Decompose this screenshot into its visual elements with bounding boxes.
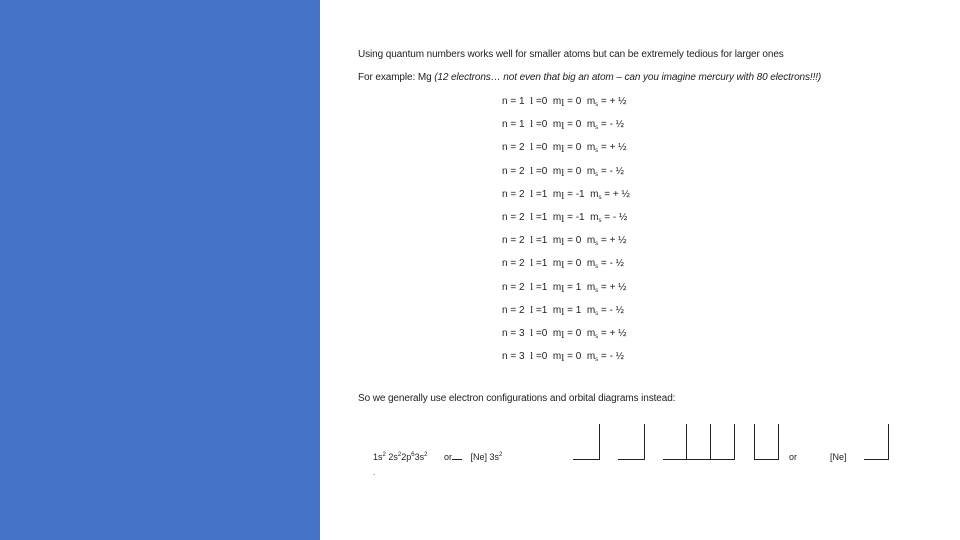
n-label: n =	[502, 235, 519, 247]
n-label: n =	[502, 328, 519, 339]
eq: =	[533, 188, 542, 200]
ms-sub: s	[595, 357, 599, 364]
ml-sub: l	[561, 259, 565, 272]
ml-value: 0	[575, 235, 582, 247]
eq: =	[598, 165, 610, 177]
ms-label: m	[581, 328, 596, 339]
eq: =	[533, 96, 542, 107]
ml-sub: l	[561, 282, 565, 295]
eq: =	[564, 328, 576, 339]
l-label: l	[530, 211, 534, 223]
n-value: 1	[518, 119, 525, 131]
ms-sub: s	[595, 287, 599, 294]
ml-label: m	[547, 212, 562, 223]
quantum-row	[502, 95, 627, 109]
example-text	[358, 72, 821, 83]
ml-label: m	[547, 304, 562, 316]
l-label: l	[530, 234, 534, 247]
eq: =	[598, 235, 610, 247]
eq: =	[598, 351, 610, 363]
eq: =	[533, 328, 542, 339]
ml-value: -1	[575, 212, 585, 223]
eq: =	[533, 281, 542, 293]
n-value: 1	[518, 96, 525, 107]
n-value: 2	[518, 212, 525, 223]
l-value: 0	[541, 165, 548, 177]
intro-text: Using quantum numbers works well for smaller atoms but can be extremely tedious for larger ones	[358, 49, 784, 60]
ml-sub: l	[561, 120, 565, 133]
eq: =	[564, 235, 576, 247]
eq: =	[533, 119, 542, 131]
ms-value: - ½	[609, 258, 625, 270]
n-label: n =	[502, 351, 519, 363]
ms-label: m	[581, 281, 596, 293]
ml-label: m	[547, 96, 562, 107]
n-value: 2	[518, 188, 525, 200]
ml-label: m	[547, 281, 562, 293]
l-label: l	[530, 164, 534, 177]
ml-sub: l	[561, 213, 565, 225]
ml-value: 0	[575, 328, 582, 339]
l-value: 0	[541, 96, 548, 107]
ms-value: + ½	[609, 281, 627, 293]
config-2p-sup: 6	[411, 452, 415, 458]
ml-value: 0	[575, 96, 582, 107]
ml-label: m	[547, 235, 562, 247]
ml-label: m	[547, 165, 562, 177]
eq: =	[533, 351, 542, 363]
n-value: 2	[518, 235, 525, 247]
l-label: l	[530, 118, 534, 131]
ms-value: - ½	[609, 119, 625, 131]
orbital-box-ne-3s	[864, 424, 889, 460]
ms-sub: s	[598, 194, 602, 201]
l-label: l	[530, 187, 534, 200]
ml-value: 0	[575, 351, 582, 363]
eq: =	[533, 258, 542, 270]
ml-label: m	[547, 188, 562, 200]
ml-label: m	[547, 142, 562, 154]
ml-sub: l	[561, 97, 565, 109]
eq: =	[564, 304, 576, 316]
eq: =	[533, 235, 542, 247]
n-value: 2	[518, 304, 525, 316]
ml-sub: l	[561, 305, 565, 318]
quantum-row	[502, 165, 624, 179]
quantum-row	[502, 188, 630, 202]
l-value: 1	[541, 281, 548, 293]
orbital-box-1s	[573, 424, 600, 460]
n-label: n =	[502, 212, 519, 223]
quantum-row	[502, 257, 624, 271]
ms-value: + ½	[609, 235, 627, 247]
ms-value: - ½	[609, 304, 625, 316]
eq: =	[564, 96, 576, 107]
ms-value: + ½	[612, 188, 630, 200]
ms-sub: s	[595, 125, 599, 132]
l-value: 0	[541, 328, 548, 339]
ml-sub: l	[561, 189, 565, 202]
ml-sub: l	[561, 236, 565, 249]
ml-sub: l	[561, 329, 565, 341]
ml-label: m	[547, 258, 562, 270]
ms-label: m	[581, 235, 596, 247]
n-value: 3	[518, 351, 525, 363]
l-value: 1	[541, 258, 548, 270]
eq: =	[598, 304, 610, 316]
eq: =	[564, 281, 576, 293]
n-label: n =	[502, 188, 519, 200]
ms-sub: s	[595, 171, 599, 178]
ms-label: m	[584, 212, 599, 223]
orbital-box-2p-b	[686, 424, 711, 460]
n-value: 3	[518, 328, 525, 339]
config-2s-sup: 2	[397, 452, 402, 458]
config-2s: 2s	[385, 452, 398, 462]
eq: =	[564, 165, 576, 177]
example-prefix: For example: Mg	[358, 72, 435, 83]
eq: =	[601, 212, 613, 223]
eq: =	[564, 258, 576, 270]
eq: =	[533, 212, 542, 223]
diagram-noble: [Ne]	[830, 452, 847, 462]
quantum-row	[502, 350, 624, 364]
eq: =	[533, 304, 542, 316]
n-label: n =	[502, 258, 519, 270]
ms-sub: s	[595, 310, 599, 317]
eq: =	[598, 258, 610, 270]
ms-sub: s	[595, 241, 599, 248]
l-value: 0	[541, 119, 548, 131]
orbital-box-3s	[754, 424, 779, 460]
l-value: 1	[541, 188, 548, 200]
n-value: 2	[518, 142, 525, 154]
n-label: n =	[502, 119, 519, 131]
quantum-row	[502, 234, 627, 248]
eq: =	[564, 351, 576, 363]
ms-label: m	[581, 165, 596, 177]
ms-label: m	[581, 96, 596, 107]
ms-label: m	[581, 258, 596, 270]
n-value: 2	[518, 165, 525, 177]
eq: =	[598, 96, 610, 107]
ms-sub: s	[595, 264, 599, 271]
l-label: l	[530, 257, 534, 270]
closing-text: So we generally use electron configurations and orbital diagrams instead:	[358, 393, 676, 404]
ms-label: m	[581, 119, 596, 131]
ms-value: + ½	[609, 96, 627, 107]
config-1s: 1s	[373, 452, 383, 462]
blue-sidebar	[0, 0, 320, 540]
l-label: l	[530, 141, 534, 154]
l-value: 1	[541, 212, 548, 223]
ml-value: 0	[575, 142, 582, 154]
eq: =	[598, 328, 610, 339]
quantum-row	[502, 304, 624, 318]
quantum-row	[502, 327, 627, 341]
config-3s: 3s	[414, 452, 425, 462]
ms-sub: s	[595, 148, 599, 155]
ml-value: 0	[575, 258, 582, 270]
ml-value: -1	[575, 188, 585, 200]
ms-sub: s	[598, 218, 602, 224]
eq: =	[533, 165, 542, 177]
orbital-box-2s	[618, 424, 645, 460]
orbital-box-2p-c	[710, 424, 735, 460]
ms-value: + ½	[609, 328, 627, 339]
eq: =	[533, 142, 542, 154]
quantum-row	[502, 211, 627, 225]
config-2p: 2p	[401, 452, 412, 462]
l-label: l	[530, 327, 534, 339]
l-label: l	[530, 280, 534, 293]
example-note: (12 electrons… not even that big an atom – can you imagine mercury with 80 electrons!!!)	[434, 72, 822, 83]
n-value: 2	[518, 281, 525, 293]
eq: =	[564, 188, 576, 200]
l-label: l	[530, 303, 534, 316]
ms-sub: s	[595, 334, 599, 340]
quantum-row	[502, 141, 627, 155]
ms-value: - ½	[609, 351, 625, 363]
quantum-row	[502, 281, 627, 295]
ms-label: m	[581, 142, 596, 154]
eq: =	[601, 188, 613, 200]
orbital-box-2p-a	[663, 424, 687, 460]
config-3s-sup: 2	[424, 452, 428, 458]
diagram-or: or	[789, 452, 798, 462]
electron-configuration	[373, 452, 502, 462]
ml-value: 1	[575, 304, 582, 316]
config-noble: [Ne] 3s	[470, 452, 499, 462]
n-label: n =	[502, 304, 519, 316]
n-label: n =	[502, 96, 519, 107]
n-label: n =	[502, 142, 519, 154]
slide-content	[320, 0, 960, 540]
ml-label: m	[547, 328, 562, 339]
ml-sub: l	[561, 166, 565, 179]
eq: =	[598, 119, 610, 131]
ms-value: - ½	[609, 165, 625, 177]
config-or: or	[443, 452, 452, 462]
l-label: l	[530, 95, 534, 107]
n-value: 2	[518, 258, 525, 270]
ms-label: m	[584, 188, 599, 200]
ms-value: + ½	[609, 142, 627, 154]
ml-value: 0	[575, 119, 582, 131]
ml-value: 1	[575, 281, 582, 293]
ms-label: m	[581, 351, 596, 363]
eq: =	[564, 142, 576, 154]
ml-label: m	[547, 351, 562, 363]
eq: =	[564, 119, 576, 131]
config-noble-sup: 2	[499, 452, 503, 458]
eq: =	[564, 212, 576, 223]
quantum-row	[502, 118, 624, 132]
l-value: 0	[541, 142, 548, 154]
config-1s-sup: 2	[382, 452, 386, 458]
eq: =	[598, 142, 610, 154]
ml-sub: l	[561, 143, 565, 156]
ml-label: m	[547, 119, 562, 131]
ms-label: m	[581, 304, 596, 316]
n-label: n =	[502, 281, 519, 293]
ml-value: 0	[575, 165, 582, 177]
l-value: 1	[541, 235, 548, 247]
l-label: l	[530, 350, 534, 363]
l-value: 1	[541, 304, 548, 316]
ms-value: - ½	[612, 212, 628, 223]
eq: =	[598, 281, 610, 293]
ms-sub: s	[595, 102, 599, 108]
stray-dot: .	[373, 468, 376, 477]
ml-sub: l	[561, 352, 565, 365]
n-label: n =	[502, 165, 519, 177]
l-value: 0	[541, 351, 548, 363]
